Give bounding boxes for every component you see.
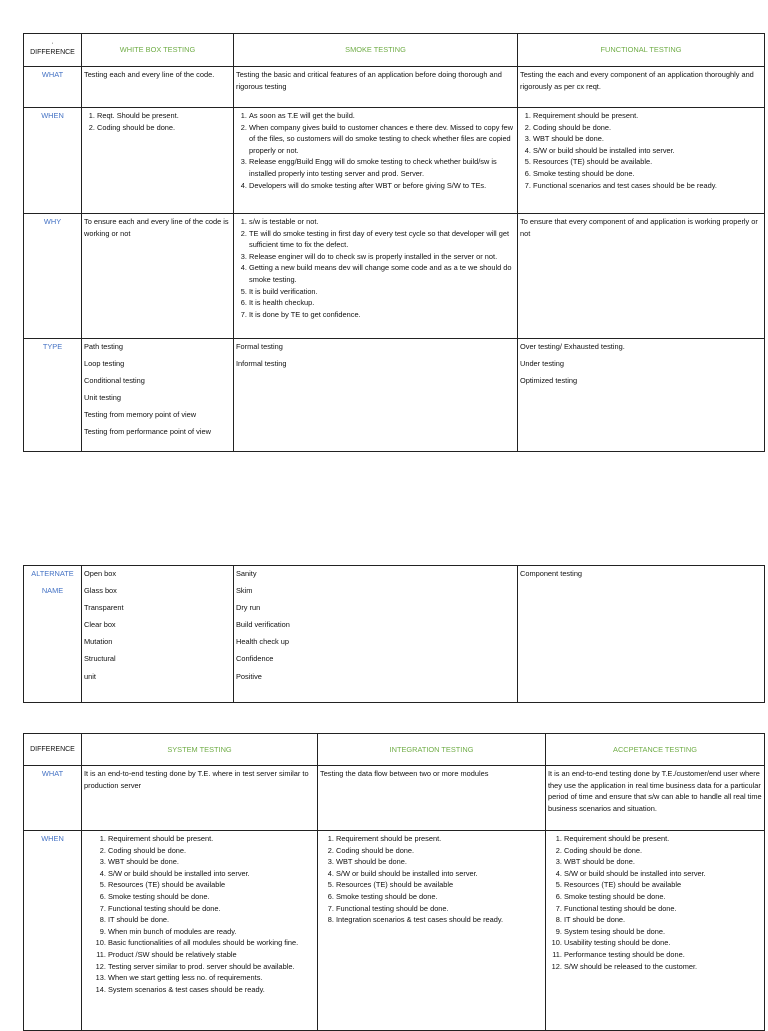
functional-type <box>518 339 765 452</box>
alternate-label-line1: ALTERNATE <box>31 569 74 578</box>
list-item: 2. TE will do smoke testing in first day of every test cycle so that developer will get sufficient time to fix the defect. <box>249 228 515 251</box>
list-item: 5. It is build verification. <box>249 286 515 298</box>
when-label: WHEN <box>24 831 82 1031</box>
list-item: Unit testing <box>84 393 121 403</box>
list-item: 8. IT should be done. <box>564 914 762 926</box>
list-item: 1. Requirement should be present. <box>564 833 762 845</box>
difference-header-cell <box>24 34 82 67</box>
smoke-when <box>234 108 518 214</box>
alternate-name-label <box>24 566 82 703</box>
integration-when-list <box>320 833 543 926</box>
list-item: Over testing/ Exhausted testing. <box>520 342 625 351</box>
list-item: 8. Integration scenarios & test cases should be ready. <box>336 914 543 926</box>
list-item: 5. Resources (TE) should be available. <box>533 156 762 168</box>
list-item: 6. Smoke testing should be done. <box>108 891 315 903</box>
functional-when <box>518 108 765 214</box>
dot-mark: · <box>51 40 54 48</box>
white-box-alternate <box>82 566 234 703</box>
smoke-why <box>234 214 518 339</box>
list-item: 9. System tesing should be done. <box>564 926 762 938</box>
integration-what: Testing the data flow between two or more modules <box>318 766 546 831</box>
functional-when-list <box>520 110 762 191</box>
list-item: 3. WBT should be done. <box>533 133 762 145</box>
what-label: WHAT <box>24 67 82 108</box>
difference-header: DIFFERENCE <box>30 49 75 57</box>
list-item: 12. S/W should be released to the customer. <box>564 961 762 973</box>
white-box-when-list <box>84 110 231 133</box>
what-row <box>24 766 765 831</box>
list-item: 3. WBT should be done. <box>108 856 315 868</box>
list-item: 4. S/W or build should be installed into server. <box>533 145 762 157</box>
list-item: 4. S/W or build should be installed into server. <box>336 868 543 880</box>
list-item: 1. Requirement should be present. <box>533 110 762 122</box>
list-item: 3. Release enginer will do to check sw is properly installed in the server or not. <box>249 251 515 263</box>
list-item: Optimized testing <box>520 376 578 386</box>
white-box-what: Testing each and every line of the code. <box>82 67 234 108</box>
white-box-when <box>82 108 234 214</box>
smoke-why-list <box>236 216 515 320</box>
system-when <box>82 831 318 1031</box>
list-item: 2. Coding should be done. <box>564 845 762 857</box>
what-row <box>24 67 765 108</box>
list-item: 1. Requirement should be present. <box>336 833 543 845</box>
alternate-label-line2: NAME <box>41 586 64 596</box>
when-label: WHEN <box>24 108 82 214</box>
list-item: Skim <box>236 586 253 596</box>
list-item: Positive <box>236 671 262 681</box>
list-item: Under testing <box>520 359 564 369</box>
list-item: Testing from memory point of view <box>84 410 197 420</box>
acceptance-what: It is an end-to-end testing done by T.E./customer/end user where they use the application in real time business data for a particular period of time and ensure that s/w can able to handle all real time business scenarios and situation. <box>546 766 765 831</box>
list-item: 2. Coding should be done. <box>97 122 231 134</box>
list-item: 3. WBT should be done. <box>564 856 762 868</box>
why-label: WHY <box>24 214 82 339</box>
list-item: 10. Basic functionalities of all modules should be working fine. <box>108 937 315 949</box>
white-box-header: WHITE BOX TESTING <box>82 34 234 67</box>
list-item: 2. Coding should be done. <box>108 845 315 857</box>
system-what: It is an end-to-end testing done by T.E. where in test server similar to production server <box>82 766 318 831</box>
functional-header: FUNCTIONAL TESTING <box>518 34 765 67</box>
list-item: Health check up <box>236 637 289 647</box>
list-item: 7. It is done by TE to get confidence. <box>249 309 515 321</box>
list-item: Clear box <box>84 620 116 630</box>
acceptance-when <box>546 831 765 1031</box>
alternate-name-table <box>23 565 765 703</box>
type-row <box>24 339 765 452</box>
system-when-list <box>84 833 315 995</box>
what-label: WHAT <box>24 766 82 831</box>
type-label: TYPE <box>24 339 82 452</box>
integration-header: INTEGRATION TESTING <box>318 734 546 766</box>
difference-header: DIFFERENCE <box>24 734 82 766</box>
list-item: 10. Usability testing should be done. <box>564 937 762 949</box>
list-item: Structural <box>84 654 116 664</box>
list-item: Transparent <box>84 603 124 613</box>
functional-what: Testing the each and every component of an application thoroughly and rigorously as per cx reqt. <box>518 67 765 108</box>
integration-when <box>318 831 546 1031</box>
list-item: Component testing <box>520 569 583 578</box>
list-item: 11. Performance testing should be done. <box>564 949 762 961</box>
table-header-row <box>24 34 765 67</box>
list-item: 4. Getting a new build means dev will change some code and as a te we should do smoke testing. <box>249 262 515 285</box>
acceptance-when-list <box>548 833 762 972</box>
why-row <box>24 214 765 339</box>
list-item: Mutation <box>84 637 113 647</box>
comparison-table-2 <box>23 733 765 1031</box>
list-item: 3. Release engg/Build Engg will do smoke testing to check whether build/sw is installed properly into testing server and prod. Server. <box>249 156 515 179</box>
list-item: 12. Testing server similar to prod. server should be available. <box>108 961 315 973</box>
list-item: 6. Smoke testing should be done. <box>336 891 543 903</box>
list-item: 4. S/W or build should be installed into server. <box>108 868 315 880</box>
list-item: 1. Reqt. Should be present. <box>97 110 231 122</box>
list-item: 5. Resources (TE) should be available <box>336 879 543 891</box>
list-item: 8. IT should be done. <box>108 914 315 926</box>
list-item: Dry run <box>236 603 261 613</box>
list-item: 14. System scenarios & test cases should be ready. <box>108 984 315 996</box>
list-item: 6. Smoke testing should be done. <box>533 168 762 180</box>
list-item: 5. Resources (TE) should be available <box>108 879 315 891</box>
list-item: Conditional testing <box>84 376 145 386</box>
smoke-alternate <box>234 566 518 703</box>
table-header-row <box>24 734 765 766</box>
list-item: 1. s/w is testable or not. <box>249 216 515 228</box>
functional-why: To ensure that every component of and application is working properly or not <box>518 214 765 339</box>
list-item: 11. Product /SW should be relatively stable <box>108 949 315 961</box>
alternate-name-row <box>24 566 765 703</box>
list-item: unit <box>84 671 96 681</box>
list-item: 9. When min bunch of modules are ready. <box>108 926 315 938</box>
list-item: 1. Requirement should be present. <box>108 833 315 845</box>
white-box-why: To ensure each and every line of the code is working or not <box>82 214 234 339</box>
list-item: 2. When company gives build to customer chances e there dev. Missed to copy few of the files, so customers will do smoke testing to check whether files are copied properly or not. <box>249 122 515 157</box>
list-item: Open box <box>84 569 117 578</box>
list-item: 5. Resources (TE) should be available <box>564 879 762 891</box>
list-item: 7. Functional testing should be done. <box>336 903 543 915</box>
list-item: Loop testing <box>84 359 125 369</box>
smoke-when-list <box>236 110 515 191</box>
smoke-type <box>234 339 518 452</box>
list-item: 7. Functional testing should be done. <box>108 903 315 915</box>
list-item: Testing from performance point of view <box>84 427 211 437</box>
list-item: Confidence <box>236 654 274 664</box>
list-item: Build verification <box>236 620 290 630</box>
list-item: Informal testing <box>236 359 287 369</box>
white-box-type <box>82 339 234 452</box>
list-item: 4. S/W or build should be installed into server. <box>564 868 762 880</box>
list-item: 6. It is health checkup. <box>249 297 515 309</box>
list-item: 3. WBT should be done. <box>336 856 543 868</box>
list-item: 6. Smoke testing should be done. <box>564 891 762 903</box>
list-item: 13. When we start getting less no. of requirements. <box>108 972 315 984</box>
list-item: Sanity <box>236 569 257 578</box>
comparison-table-1 <box>23 33 765 452</box>
list-item: 2. Coding should be done. <box>336 845 543 857</box>
list-item: 2. Coding should be done. <box>533 122 762 134</box>
smoke-what: Testing the basic and critical features of an application before doing thorough and rigorous testing <box>234 67 518 108</box>
list-item: Formal testing <box>236 342 283 351</box>
list-item: 4. Developers will do smoke testing after WBT or before giving S/W to TEs. <box>249 180 515 192</box>
when-row <box>24 831 765 1031</box>
functional-alternate <box>518 566 765 703</box>
system-header: SYSTEM TESTING <box>82 734 318 766</box>
list-item: Path testing <box>84 342 124 351</box>
list-item: 7. Functional scenarios and test cases should be be ready. <box>533 180 762 192</box>
list-item: 1. As soon as T.E will get the build. <box>249 110 515 122</box>
list-item: 7. Functional testing should be done. <box>564 903 762 915</box>
acceptance-header: ACCPETANCE TESTING <box>546 734 765 766</box>
list-item: Glass box <box>84 586 117 596</box>
when-row <box>24 108 765 214</box>
smoke-header: SMOKE TESTING <box>234 34 518 67</box>
